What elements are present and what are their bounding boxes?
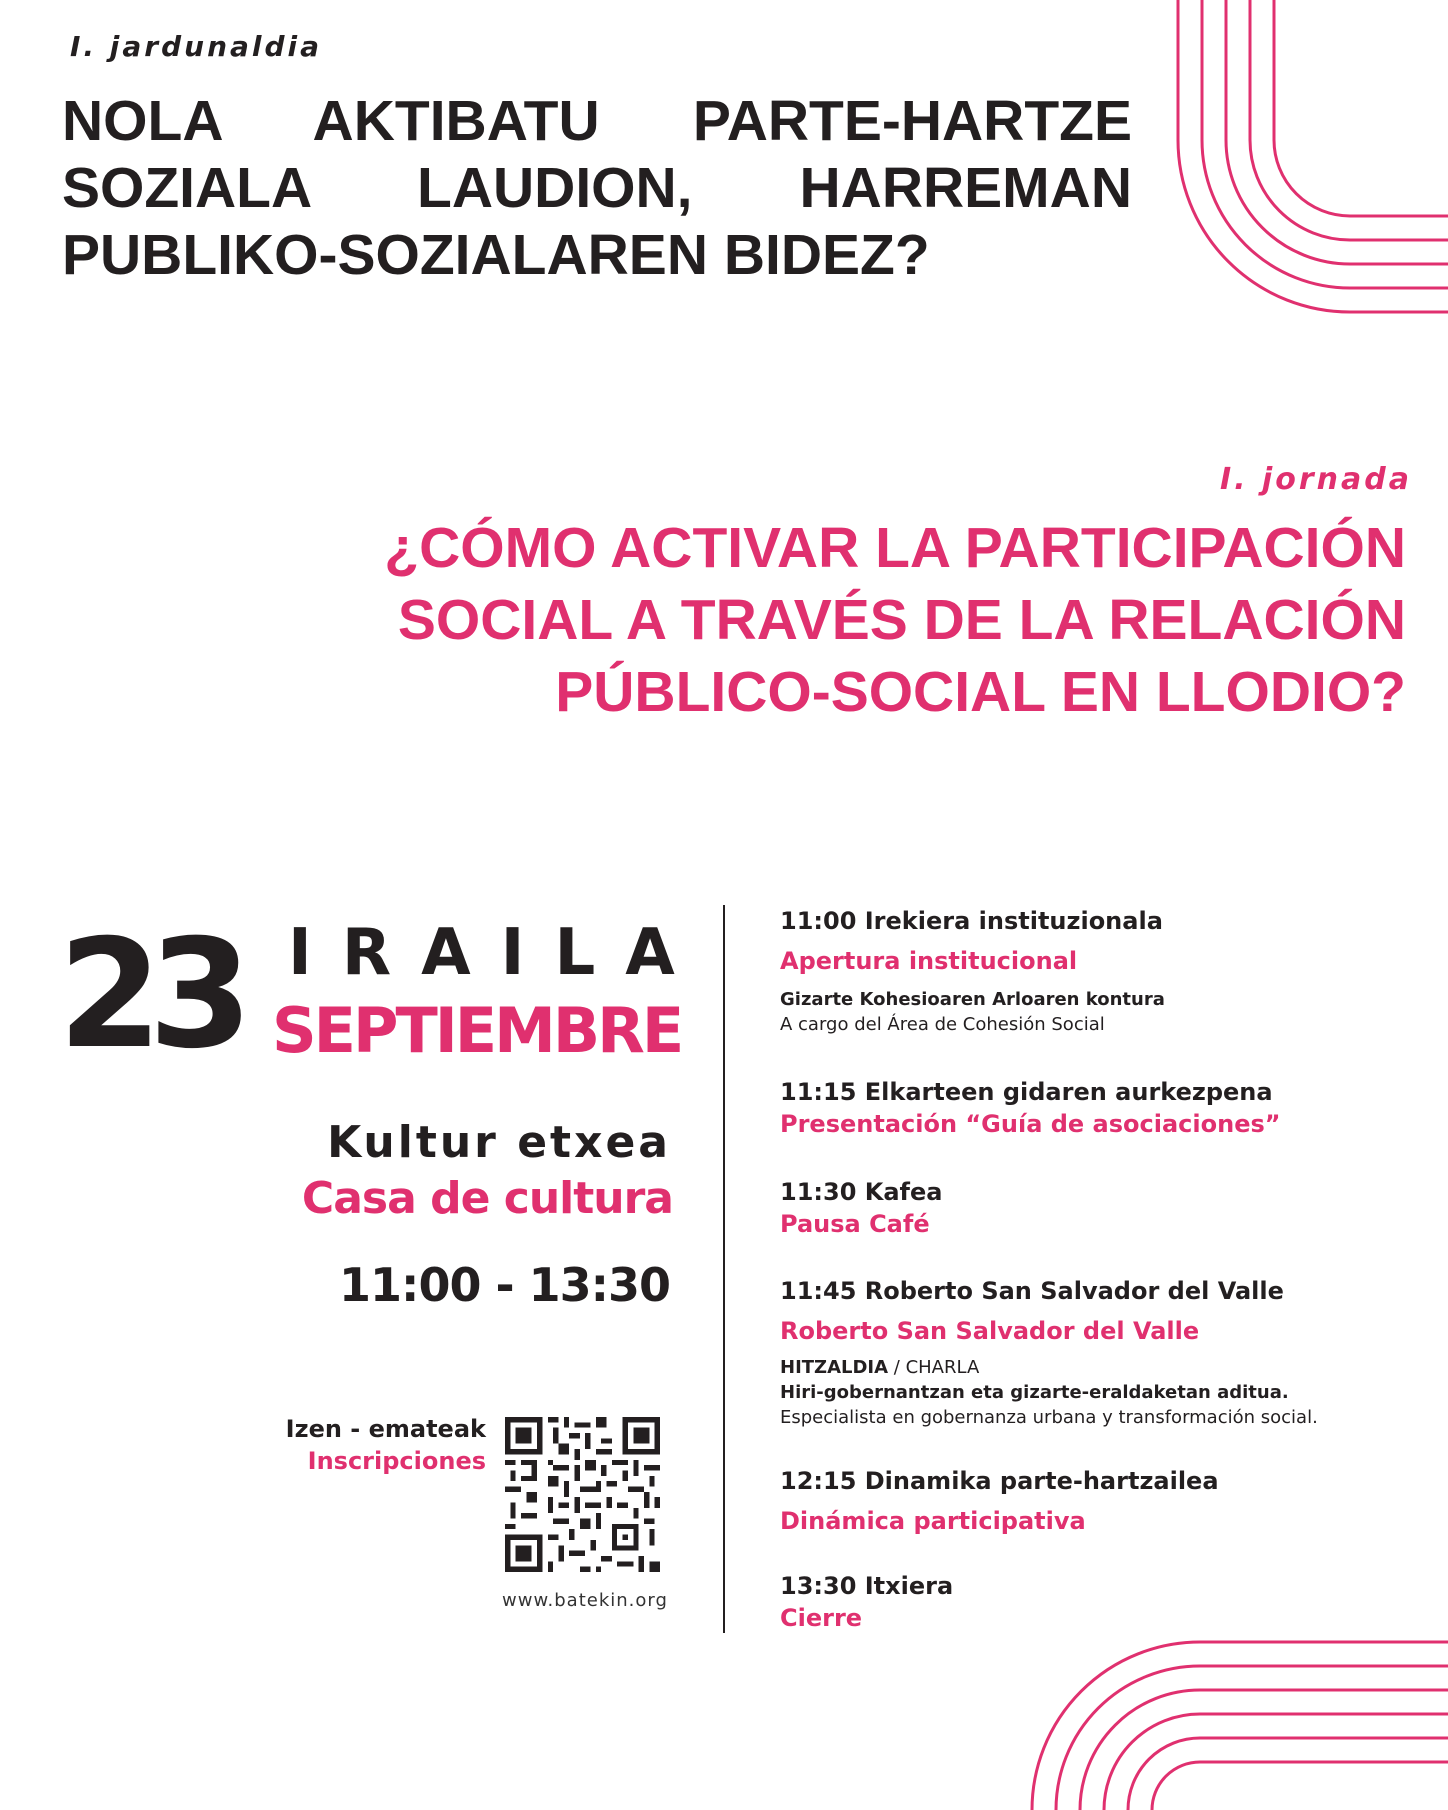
event-title-eu (62, 88, 1132, 289)
agenda-item-title-es: Pausa Café (780, 1210, 930, 1238)
event-month-eu: IRAILA (288, 916, 705, 990)
event-title-es (206, 512, 1406, 728)
agenda-item-type (780, 1355, 1318, 1380)
registration-url[interactable]: www.batekin.org (502, 1590, 668, 1611)
vertical-divider (723, 905, 725, 1633)
decorative-arcs-top (1170, 0, 1448, 320)
title-eu-line-2: SOZIALA LAUDION, HARREMAN (62, 156, 1132, 220)
event-day: 23 (58, 908, 239, 1082)
agenda-item (780, 1076, 1281, 1140)
agenda-item-title-eu: 11:45 Roberto San Salvador del Valle (780, 1277, 1284, 1305)
registration-label-es: Inscripciones (307, 1447, 486, 1475)
agenda-item-title-eu: 11:15 Elkarteen gidaren aurkezpena (780, 1078, 1273, 1106)
agenda-item-title-es: Dinámica participativa (780, 1507, 1086, 1535)
agenda-item-title-eu: 11:00 Irekiera instituzionala (780, 907, 1163, 935)
event-month-es: SEPTIEMBRE (272, 994, 682, 1067)
agenda-item-title-es: Roberto San Salvador del Valle (780, 1317, 1200, 1345)
agenda-item-title-es: Presentación “Guía de asociaciones” (780, 1110, 1281, 1138)
agenda-item-note-es: A cargo del Área de Cohesión Social (780, 1014, 1105, 1035)
decorative-arcs-bottom (1030, 1640, 1448, 1810)
agenda-item-title-eu: 12:15 Dinamika parte-hartzailea (780, 1467, 1219, 1495)
event-kicker-es: I. jornada (1219, 462, 1412, 497)
agenda-item (780, 1176, 942, 1240)
agenda-item (780, 1570, 953, 1634)
agenda-item-title-es: Apertura institucional (780, 947, 1078, 975)
agenda-item-title-es: Cierre (780, 1604, 863, 1632)
agenda-item-title-eu: 11:30 Kafea (780, 1178, 943, 1206)
agenda-item-note-eu: Hiri-gobernantzan eta gizarte-eraldaketan aditua. (780, 1382, 1289, 1403)
title-es-line-2: SOCIAL A TRAVÉS DE LA RELACIÓN (397, 588, 1406, 652)
registration-label-eu: Izen - emateak (285, 1415, 486, 1443)
title-es-line-3: PÚBLICO-SOCIAL EN LLODIO? (555, 660, 1406, 724)
talk-type-separator: / (888, 1357, 906, 1378)
title-eu-line-1: NOLA AKTIBATU PARTE-HARTZE (62, 89, 1132, 153)
agenda-item (780, 1465, 1219, 1537)
qr-code-icon[interactable] (505, 1417, 660, 1572)
title-eu-line-3: PUBLIKO-SOZIALAREN BIDEZ? (62, 223, 930, 287)
event-hours: 11:00 - 13:30 (339, 1258, 670, 1312)
talk-type-es: CHARLA (905, 1357, 980, 1378)
venue-es: Casa de cultura (301, 1173, 673, 1224)
talk-type-eu: HITZALDIA (780, 1357, 889, 1378)
venue-eu: Kultur etxea (327, 1117, 671, 1168)
agenda-item (780, 905, 1165, 1037)
agenda-item-title-eu: 13:30 Itxiera (780, 1572, 954, 1600)
agenda-item (780, 1275, 1318, 1430)
event-kicker-eu: I. jardunaldia (70, 30, 323, 63)
agenda-item-note-es: Especialista en gobernanza urbana y transformación social. (780, 1407, 1318, 1428)
agenda-item-note-eu: Gizarte Kohesioaren Arloaren kontura (780, 989, 1165, 1010)
title-es-line-1: ¿CÓMO ACTIVAR LA PARTICIPACIÓN (384, 516, 1406, 580)
